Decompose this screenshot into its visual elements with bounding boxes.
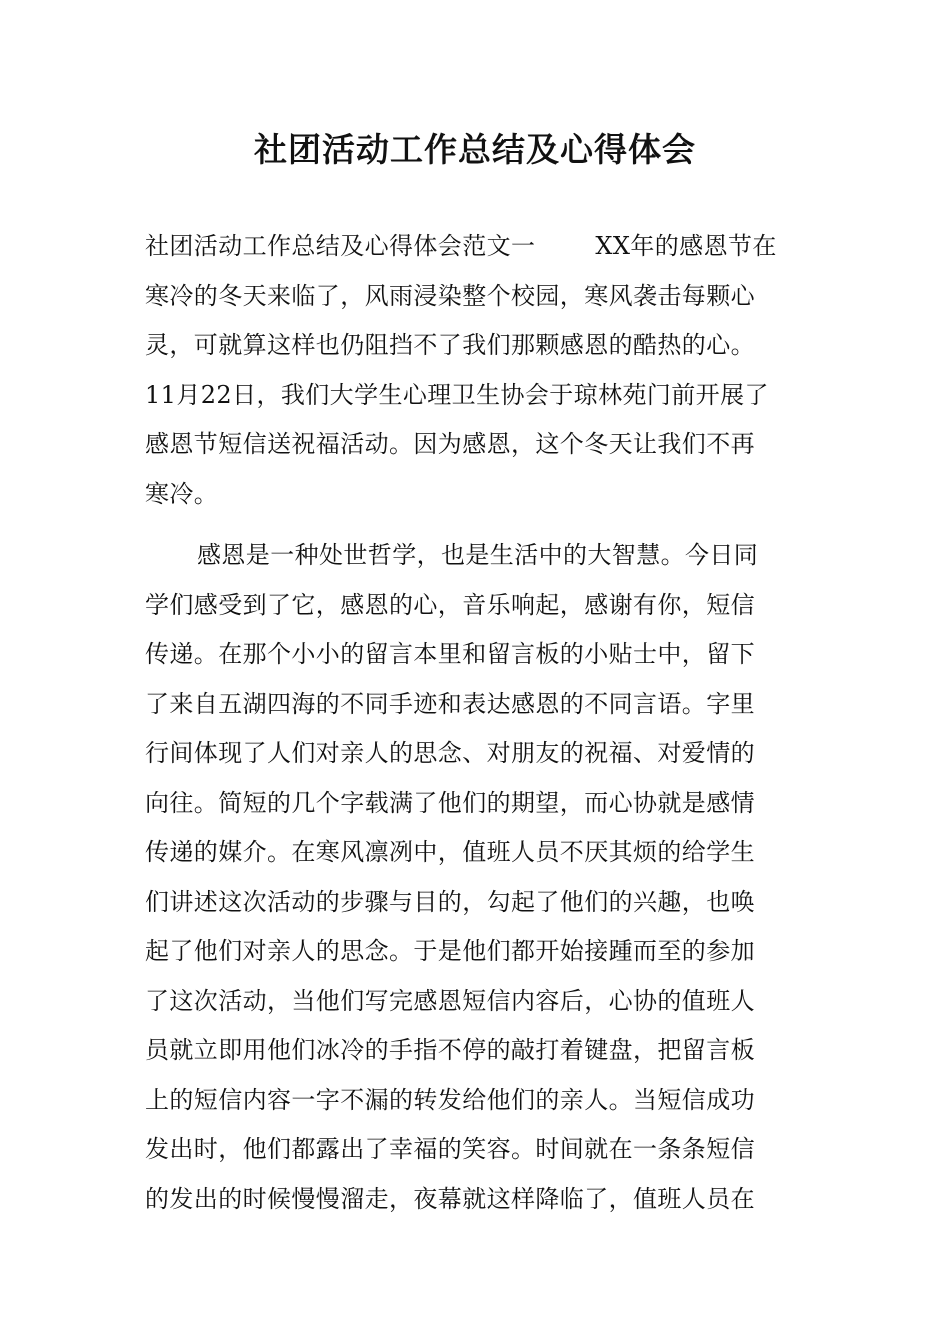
paragraph-1 [145,222,825,519]
paragraph-line: 传递的媒介。在寒风凛冽中，值班人员不厌其烦的给学生 [145,838,755,866]
paragraph-line: 感恩是一种处世哲学，也是生活中的大智慧。今日同 [197,541,759,569]
line-text: 社团活动工作总结及心得体会范文一 [145,232,536,260]
paragraph-line: 们讲述这次活动的步骤与目的，勾起了他们的兴趣，也唤 [145,887,755,916]
paragraph-line: 上的短信内容一字不漏的转发给他们的亲人。当短信成功 [145,1085,755,1114]
paragraph-line: 员就立即用他们冰冷的手指不停的敲打着键盘，把留言板 [145,1036,755,1064]
paragraph-line: 学们感受到了它，感恩的心，音乐响起，感谢有你，短信 [145,590,755,619]
paragraph-line: 传递。在那个小小的留言本里和留言板的小贴士中，留下 [145,640,755,668]
paragraph-line: 11月22日，我们大学生心理卫生协会于琼林苑门前开展了 [145,380,769,409]
paragraph-line: 灵，可就算这样也仍阻挡不了我们那颗感恩的酷热的心。 [145,331,755,359]
paragraph-line: 了来自五湖四海的不同手迹和表达感恩的不同言语。字里 [145,689,755,718]
paragraph-line: 寒冷的冬天来临了，风雨浸染整个校园，寒风袭击每颗心 [145,281,755,310]
document-title: 社团活动工作总结及心得体会 [254,130,696,169]
document-body [145,222,825,1224]
paragraph-spacer [145,519,825,531]
paragraph-line [145,222,825,272]
paragraph-line: 发出时，他们都露出了幸福的笑容。时间就在一条条短信 [145,1135,755,1163]
paragraph-line: 寒冷。 [145,479,219,508]
paragraph-line: 的发出的时候慢慢溜走，夜幕就这样降临了，值班人员在 [145,1184,755,1213]
paragraph-line: 起了他们对亲人的思念。于是他们都开始接踵而至的参加 [145,937,755,965]
paragraph-line: 了这次活动，当他们写完感恩短信内容后，心协的值班人 [145,986,755,1015]
line-text: XX年的感恩节在 [595,232,777,260]
paragraph-line: 感恩节短信送祝福活动。因为感恩，这个冬天让我们不再 [145,430,755,458]
paragraph-2 [145,531,825,1224]
paragraph-line: 向往。简短的几个字载满了他们的期望，而心协就是感情 [145,788,755,817]
paragraph-line: 行间体现了人们对亲人的思念、对朋友的祝福、对爱情的 [145,739,755,767]
